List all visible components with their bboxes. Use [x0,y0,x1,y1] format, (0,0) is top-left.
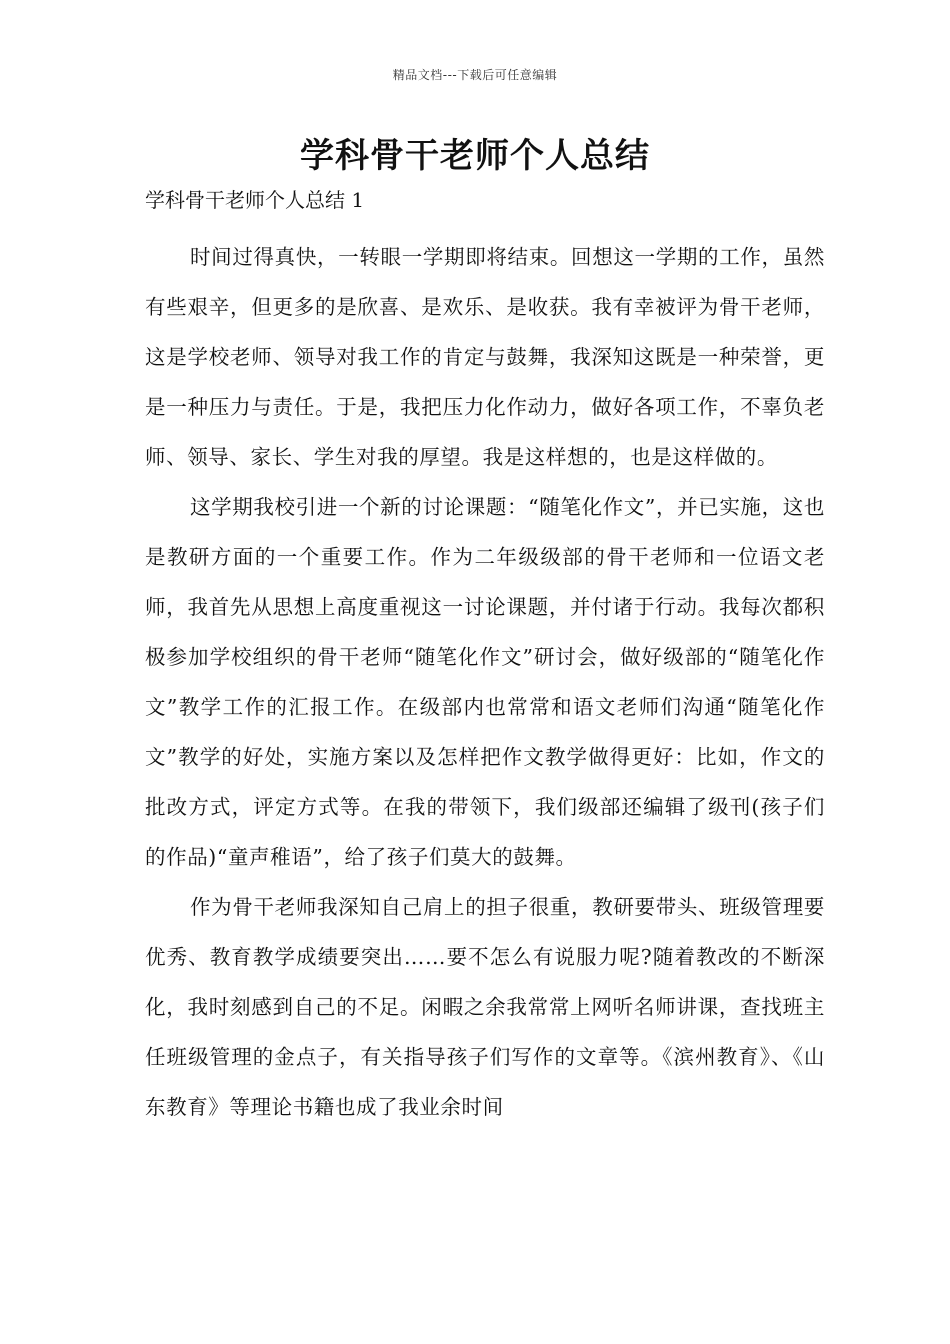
paragraph: 这学期我校引进一个新的讨论课题：“随笔化作文”，并已实施，这也是教研方面的一个重要工作。作为二年级级部的骨干老师和一位语文老师，我首先从思想上高度重视这一讨论课题，并付诸于行动。我每次都积极参加学校组织的骨干老师“随笔化作文”研讨会，做好级部的“随笔化作文”教学工作的汇报工作。在级部内也常常和语文老师们沟通“随笔化作文”教学的好处，实施方案以及怎样把作文教学做得更好：比如，作文的批改方式，评定方式等。在我的带领下，我们级部还编辑了级刊(孩子们的作品)“童声稚语”，给了孩子们莫大的鼓舞。 [145,495,825,869]
document-subtitle: 学科骨干老师个人总结 1 [145,188,365,212]
paragraph: 时间过得真快，一转眼一学期即将结束。回想这一学期的工作，虽然有些艰辛，但更多的是欣喜、是欢乐、是收获。我有幸被评为骨干老师，这是学校老师、领导对我工作的肯定与鼓舞，我深知这既是一种荣誉，更是一种压力与责任。于是，我把压力化作动力，做好各项工作，不辜负老师、领导、家长、学生对我的厚望。我是这样想的，也是这样做的。 [145,245,825,469]
document-title: 学科骨干老师个人总结 [300,136,650,176]
document-body [145,232,825,1132]
paragraph: 作为骨干老师我深知自己肩上的担子很重，教研要带头、班级管理要优秀、教育教学成绩要突出……要不怎么有说服力呢?随着教改的不断深化，我时刻感到自己的不足。闲暇之余我常常上网听名师讲课，查找班主任班级管理的金点子，有关指导孩子们写作的文章等。《滨州教育》、《山东教育》等理论书籍也成了我业余时间 [145,895,825,1119]
header-note: 精品文档---下载后可任意编辑 [392,68,558,82]
